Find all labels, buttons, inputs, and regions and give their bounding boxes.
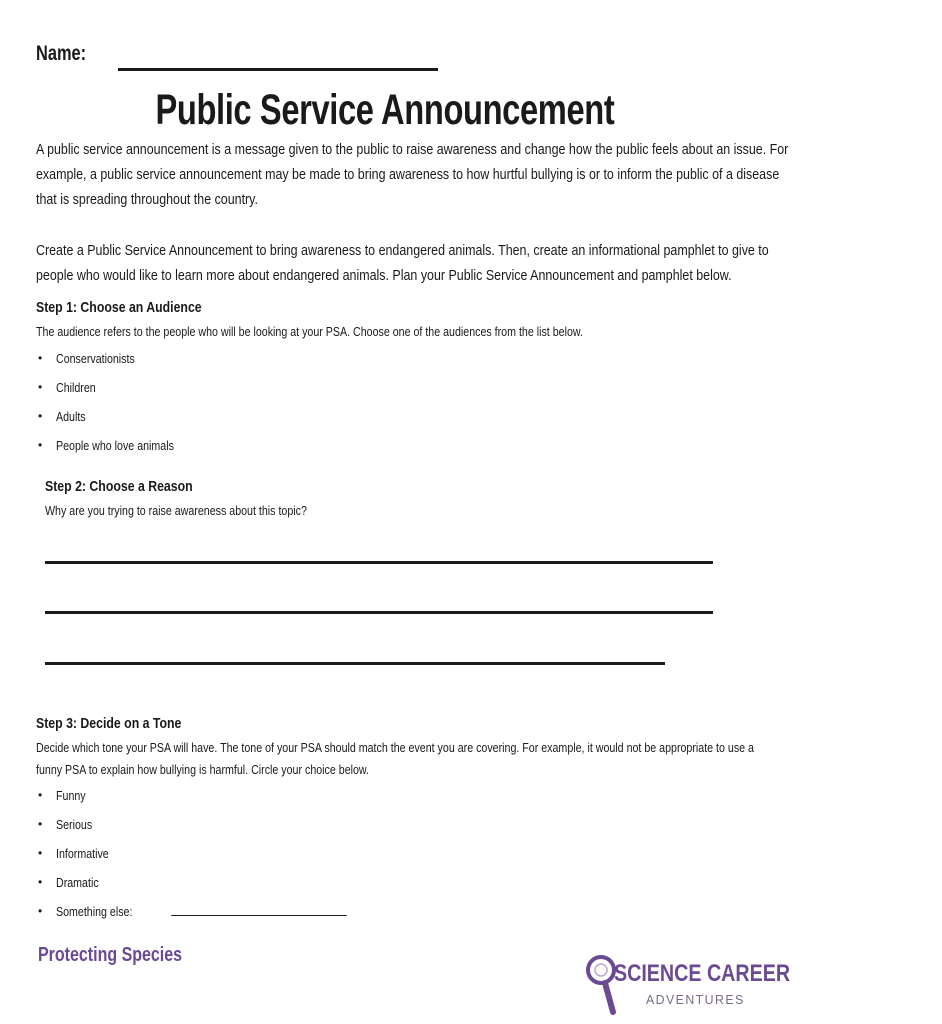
page-title: Public Service Announcement [155, 86, 615, 134]
tone-option-label: Informative [56, 846, 109, 861]
tone-option[interactable] [38, 897, 366, 926]
step2-question-text: Why are you trying to raise awareness about this topic? [45, 503, 307, 518]
name-label: Name: [36, 42, 87, 65]
logo-line-1 [614, 960, 829, 988]
step1-description [36, 324, 703, 339]
step2-title-text: Step 2: Choose a Reason [45, 478, 193, 495]
logo-line-2 [646, 992, 750, 1007]
step3-description-line-2 [36, 762, 442, 777]
reason-answer-line-3[interactable] [45, 662, 665, 665]
unit-title-text: Protecting Species [38, 944, 183, 966]
audience-option[interactable] [38, 373, 200, 402]
tone-option[interactable] [38, 868, 366, 897]
step3-description-text-2: funny PSA to explain how bullying is harmful. Circle your choice below. [36, 762, 370, 777]
unit-title [38, 944, 218, 967]
tone-option-label: Something else: [56, 904, 133, 919]
audience-option[interactable] [38, 344, 200, 373]
tone-option-label: Dramatic [56, 875, 99, 890]
intro-p1-line-2: example, a public service announcement may be made to bring awareness to how hurtful bullying is or to inform the public of a disease [36, 166, 780, 183]
intro-paragraph-2 [36, 238, 769, 288]
reason-answer-line-2[interactable] [45, 611, 713, 614]
science-career-adventures-logo [584, 950, 791, 1018]
intro-p2-line-1: Create a Public Service Announcement to bring awareness to endangered animals. Then, create an informational pamphlet to give to [36, 242, 769, 259]
step1-title [36, 299, 238, 316]
tone-option[interactable] [38, 839, 366, 868]
logo-line-2-text: ADVENTURES [646, 992, 745, 1007]
step1-description-text: The audience refers to the people who will be looking at your PSA. Choose one of the audiences from the list below. [36, 324, 583, 339]
logo-line-1-text: SCIENCE CAREER [614, 960, 791, 987]
step3-description-text-1: Decide which tone your PSA will have. The tone of your PSA should match the event you are covering. For example, it would not be appropriate to use a [36, 740, 754, 755]
intro-p1-line-1: A public service announcement is a message given to the public to raise awareness and change how the public feels about an issue. For [36, 141, 789, 158]
intro-p2-line-2: people who would like to learn more about endangered animals. Plan your Public Service Announcement and pamphlet below. [36, 267, 732, 284]
audience-option-label: People who love animals [56, 438, 174, 453]
something-else-blank[interactable] [171, 903, 346, 916]
name-blank-line[interactable] [118, 68, 438, 71]
page-title-wrap [0, 86, 770, 135]
audience-option[interactable] [38, 402, 200, 431]
tone-option-label: Serious [56, 817, 93, 832]
step3-description-line-1 [36, 740, 912, 755]
tone-option-label: Funny [56, 788, 86, 803]
step3-title-text: Step 3: Decide on a Tone [36, 715, 182, 732]
audience-option-label: Adults [56, 409, 86, 424]
audience-option-label: Children [56, 380, 96, 395]
step3-title [36, 715, 213, 732]
audience-option[interactable] [38, 431, 200, 460]
intro-paragraph-1 [36, 137, 789, 212]
step2-title [45, 478, 225, 495]
tone-option[interactable] [38, 781, 366, 810]
tone-option[interactable] [38, 810, 366, 839]
tone-list [38, 781, 366, 926]
intro-p1-line-3: that is spreading throughout the country. [36, 191, 258, 208]
reason-answer-line-1[interactable] [45, 561, 713, 564]
audience-list [38, 344, 200, 460]
step1-title-text: Step 1: Choose an Audience [36, 299, 202, 316]
step2-question [45, 503, 364, 518]
audience-option-label: Conservationists [56, 351, 135, 366]
